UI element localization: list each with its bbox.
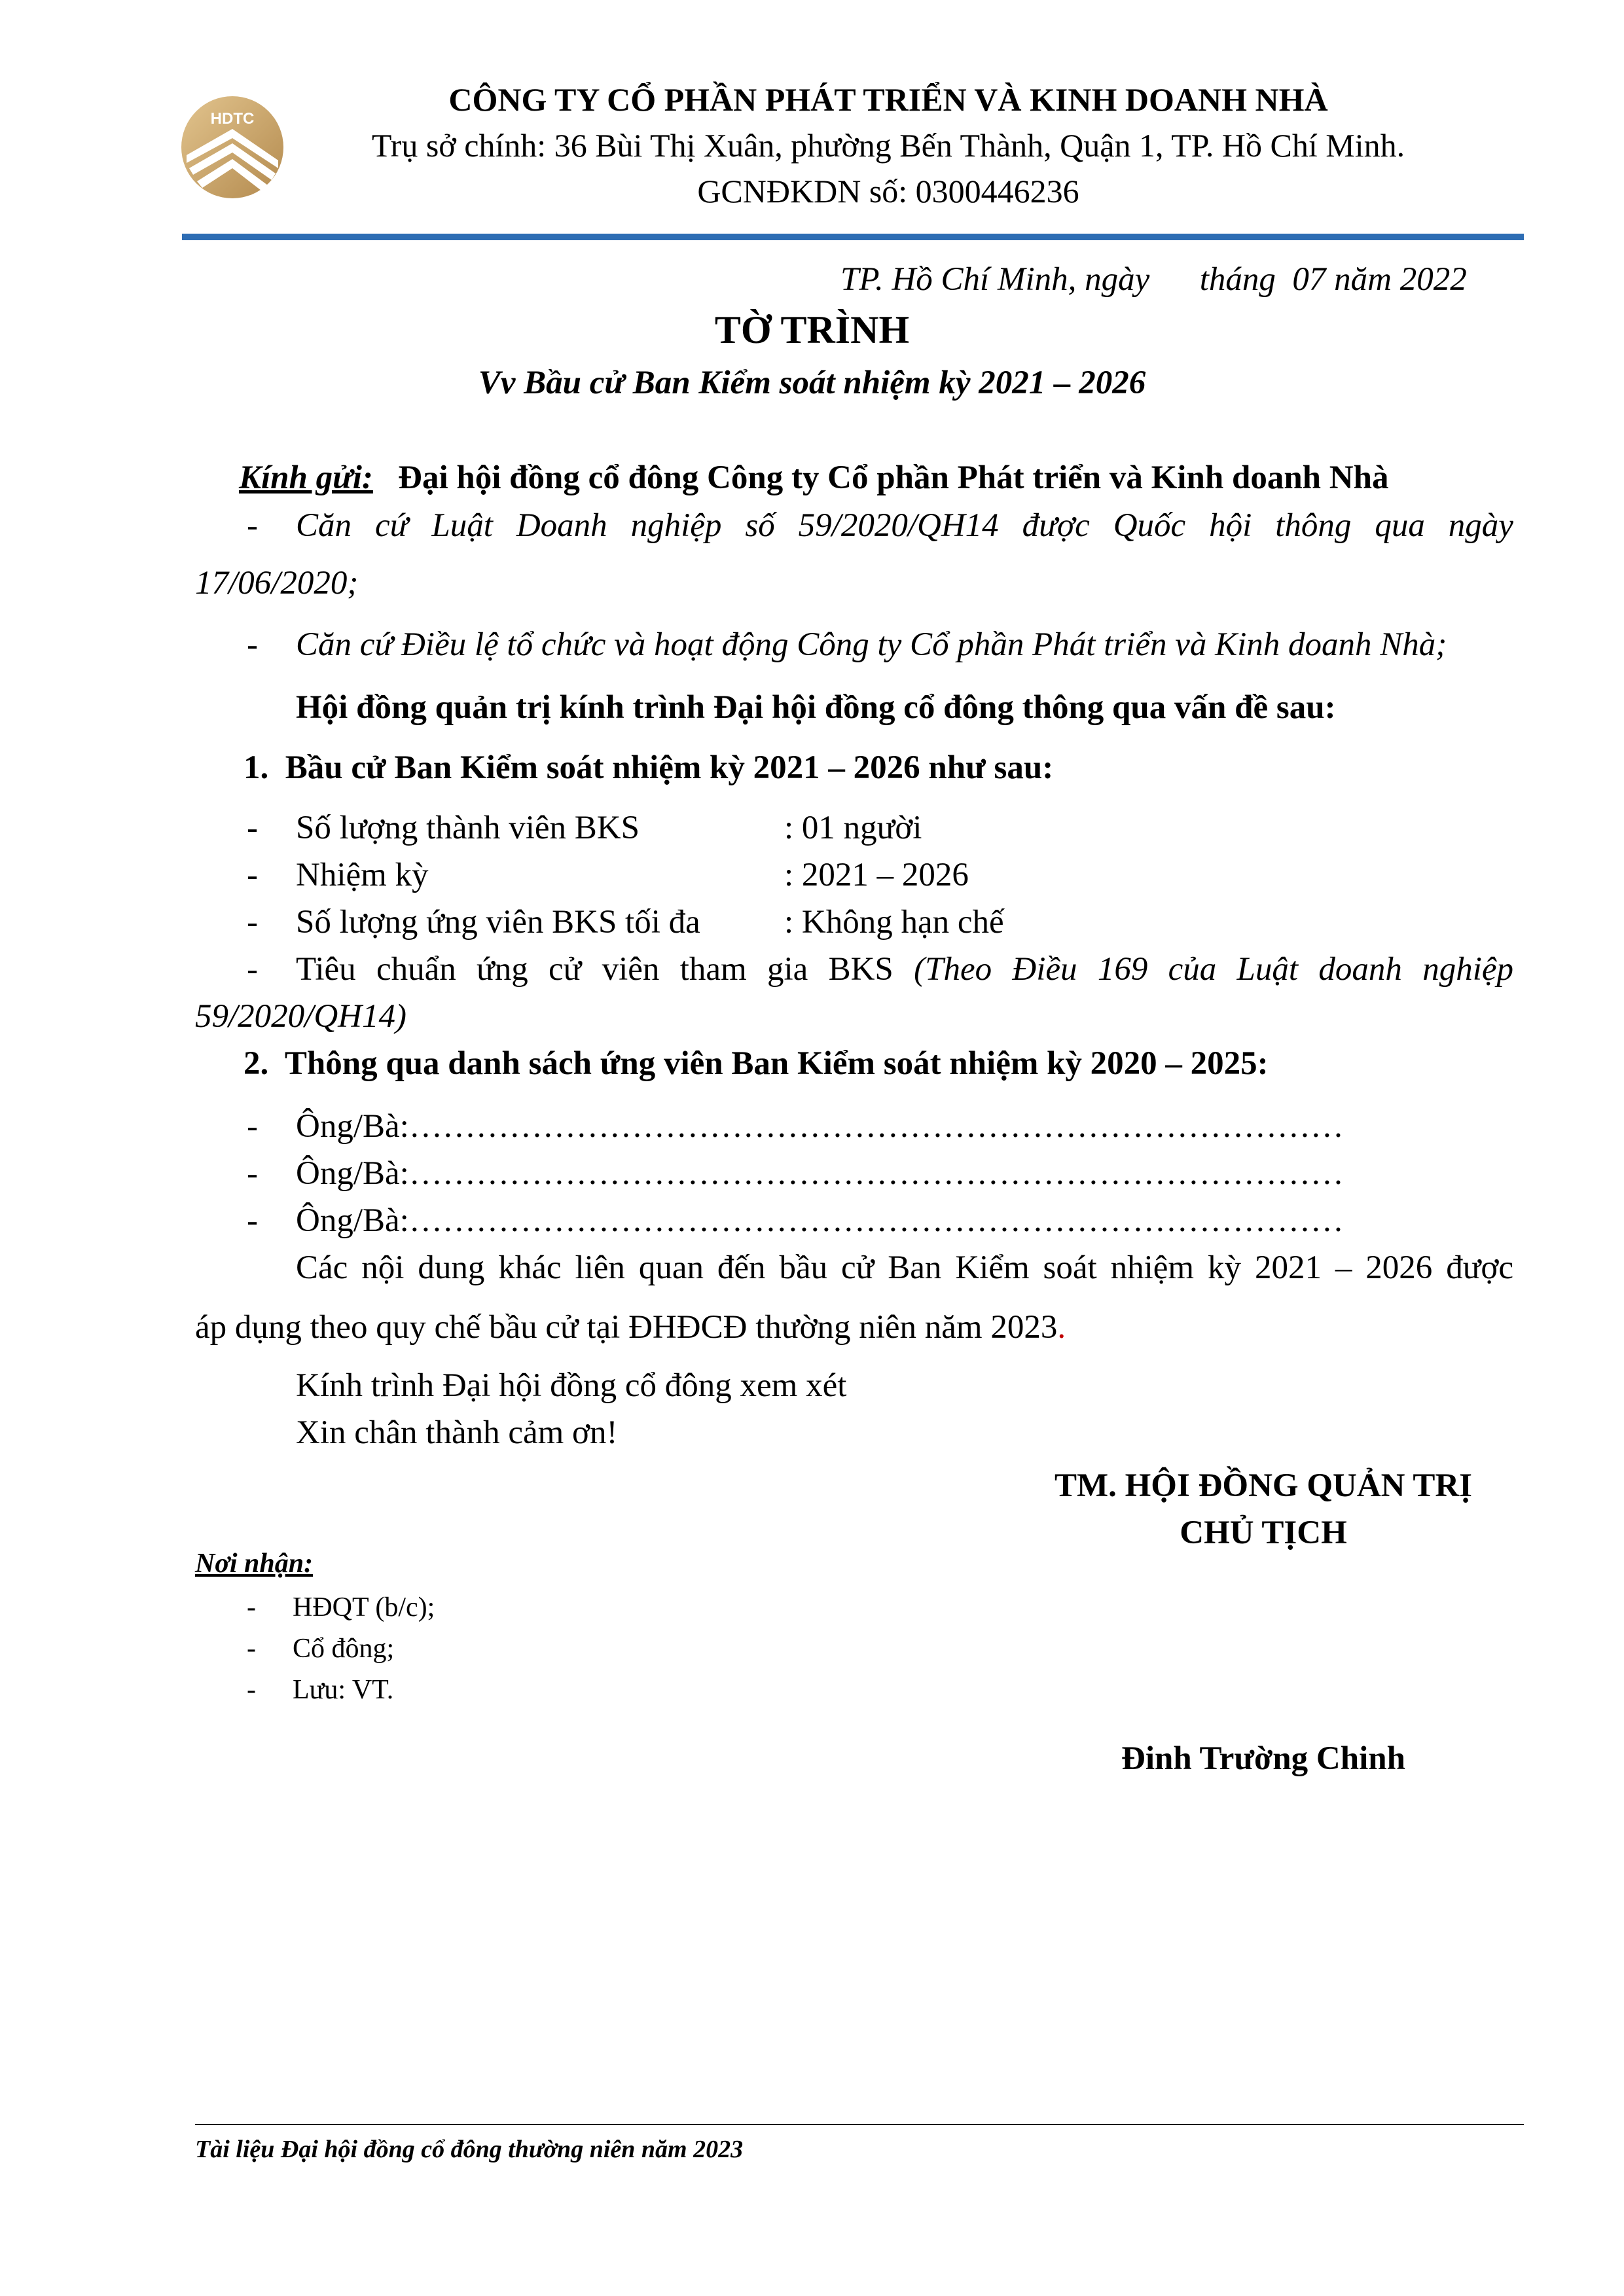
recipient-item: Lưu: VT. [293,1675,394,1705]
bullet-dash: - [247,1202,258,1239]
bullet-dash: - [247,1592,256,1623]
candidate-line: Ông/Bà:………………………………………………………………………… [296,1155,1344,1192]
candidate-line: Ông/Bà:………………………………………………………………………… [296,1202,1344,1239]
bullet-dash: - [247,507,258,544]
bullet-dash: - [247,1108,258,1145]
basis-law-line [296,509,1513,543]
word: nhiệm [1110,1249,1195,1286]
word: 59/2020/QH14 [798,507,999,544]
word: 2021 [1254,1249,1322,1286]
word: kỳ [1208,1249,1242,1286]
word: Quốc [1113,507,1186,544]
word: cứ [374,507,408,544]
word: Luật [1236,951,1299,988]
other-content-period: . [1057,1309,1066,1346]
word: Ban [888,1249,942,1286]
row-value-members: : 01 người [784,810,922,846]
closing-line-1: Kính trình Đại hội đồng cổ đông xem xét [296,1367,847,1404]
bullet-dash: - [247,1155,258,1192]
footer-text: Tài liệu Đại hội đồng cổ đông thường niên năm 2023 [195,2136,744,2163]
word: gia [767,951,808,988]
company-address: Trụ sở chính: 36 Bùi Thị Xuân, phường Bến Thành, Quận 1, TP. Hồ Chí Minh. [371,127,1405,164]
word: quan [638,1249,704,1286]
word: nghiệp [1422,951,1513,988]
word: dung [418,1249,485,1286]
criteria-law: 59/2020/QH14) [195,998,406,1035]
basis-charter: Căn cứ Điều lệ tổ chức và hoạt động Công ty Cổ phần Phát triển và Kinh doanh Nhà; [296,626,1447,663]
bullet-dash: - [247,904,258,941]
signature-role: TM. HỘI ĐỒNG QUẢN TRỊ [1054,1467,1473,1504]
company-logo [180,95,285,200]
word: qua [1375,507,1425,544]
word: viên [602,951,660,988]
word: cử [549,951,582,988]
word: nội [361,1249,405,1286]
recipient-item: HĐQT (b/c); [293,1592,435,1623]
bullet-dash: - [247,951,258,988]
word: nghiệp [630,507,722,544]
word: Căn [296,507,352,544]
word: ứng [477,951,528,988]
word: liên [575,1249,625,1286]
criteria-line [296,953,1513,986]
footer-divider [195,2124,1524,2125]
word: khác [498,1249,562,1286]
word: Các [296,1249,348,1286]
word: thông [1275,507,1352,544]
row-label-members: Số lượng thành viên BKS [296,810,640,846]
word: đến [717,1249,766,1286]
word: 2026 [1365,1249,1433,1286]
word: doanh [1318,951,1402,988]
bullet-dash: - [247,810,258,846]
word: được [1446,1249,1513,1286]
document-title: TỜ TRÌNH [714,308,910,351]
bullet-dash: - [247,626,258,663]
recipient-item: Cổ đông; [293,1634,395,1664]
bullet-dash: - [247,857,258,893]
recipient-line [239,461,1389,495]
word: bầu [779,1249,828,1286]
other-content-line [296,1251,1513,1285]
document-subtitle: Vv Bầu cử Ban Kiểm soát nhiệm kỳ 2021 – 2026 [478,365,1146,401]
bullet-dash: - [247,1675,256,1705]
signature-title: CHỦ TỊCH [1180,1515,1347,1551]
word: Doanh [516,507,607,544]
other-content-line-2 [195,1311,1066,1344]
word: tham [679,951,747,988]
date-line: TP. Hồ Chí Minh, ngày tháng 07 năm 2022 [840,261,1467,298]
logo-text: HDTC [210,110,255,128]
recipient-label: Kính gửi: [239,459,373,496]
recipients-label: Nơi nhận: [195,1549,314,1579]
word: Luật [431,507,493,544]
word: (Theo [914,951,992,988]
company-name: CÔNG TY CỔ PHẦN PHÁT TRIỂN VÀ KINH DOANH NHÀ [448,81,1328,118]
company-registration: GCNĐKDN số: 0300446236 [697,173,1079,209]
section-1-heading: 1. Bầu cử Ban Kiểm soát nhiệm kỳ 2021 – 2026 như sau: [244,749,1054,786]
row-label-candidates: Số lượng ứng viên BKS tối đa [296,904,700,941]
word: ngày [1448,507,1513,544]
other-content-text: áp dụng theo quy chế bầu cử tại ĐHĐCĐ thường niên năm 2023 [195,1309,1058,1346]
row-value-candidates: : Không hạn chế [784,904,1004,941]
section-2-heading: 2. Thông qua danh sách ứng viên Ban Kiểm soát nhiệm kỳ 2020 – 2025: [244,1045,1269,1082]
word: cử [841,1249,875,1286]
word: của [1168,951,1217,988]
closing-line-2: Xin chân thành cảm ơn! [296,1414,618,1451]
row-label-term: Nhiệm kỳ [296,857,429,893]
word: số [745,507,775,544]
word: soát [1043,1249,1097,1286]
word: BKS [828,951,893,988]
word: hội [1209,507,1252,544]
word: Kiểm [955,1249,1030,1286]
signature-name: Đinh Trường Chinh [1121,1740,1405,1777]
bullet-dash: - [247,1634,256,1664]
intro-statement: Hội đồng quản trị kính trình Đại hội đồng cổ đông thông qua vấn đề sau: [296,689,1336,726]
recipient-value: Đại hội đồng cổ đông Công ty Cổ phần Phát triển và Kinh doanh Nhà [398,459,1389,496]
candidate-line: Ông/Bà:………………………………………………………………………… [296,1108,1344,1145]
word: chuẩn [376,951,456,988]
word: Điều [1012,951,1077,988]
word: Tiêu [296,951,356,988]
word: được [1022,507,1090,544]
basis-law-date: 17/06/2020; [195,565,359,601]
word: 169 [1097,951,1148,988]
word: – [1335,1249,1352,1286]
row-value-term: : 2021 – 2026 [784,857,969,893]
header-divider [182,234,1524,240]
